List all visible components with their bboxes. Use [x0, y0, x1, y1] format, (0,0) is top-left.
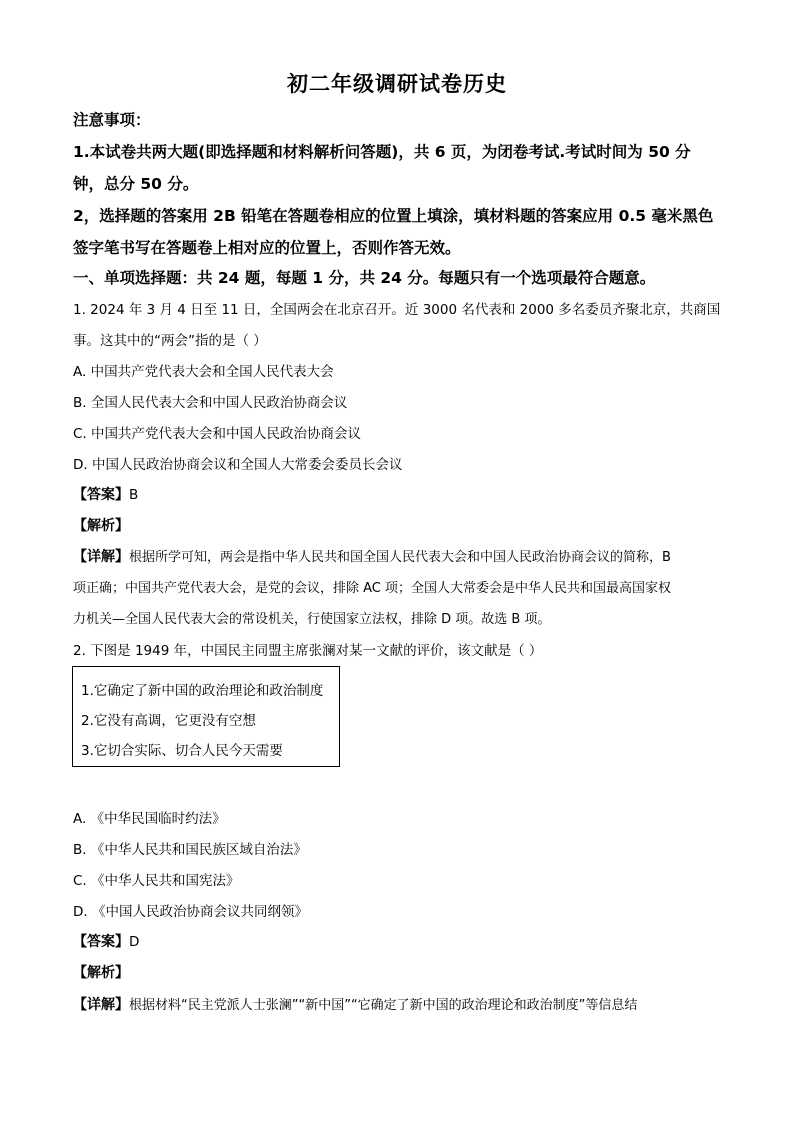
q1-stem-line-1: 1. 2024 年 3 月 4 日至 11 日，全国两会在北京召开。近 3000 名代表和 2000 多名委员齐聚北京，共商国	[73, 302, 721, 318]
q1-option-c: C. 中国共产党代表大会和中国人民政治协商会议	[73, 426, 362, 442]
q2-answer	[73, 931, 139, 951]
section-heading: 一、单项选择题：共 24 题，每题 1 分，共 24 分。每题只有一个选项最符合题意。	[73, 269, 656, 287]
q2-detail-label: 【详解】	[73, 997, 129, 1013]
q1-detail-text: 根据所学可知，两会是指中华人民共和国全国人民代表大会和中国人民政治协商会议的简称，B	[129, 550, 671, 565]
q1-answer	[73, 484, 138, 504]
notice-heading: 注意事项：	[73, 111, 151, 129]
q2-quote-line-1: 1.它确定了新中国的政治理论和政治制度	[81, 683, 324, 699]
q1-analysis-label: 【解析】	[73, 518, 129, 534]
q1-detail-line-2: 项正确；中国共产党代表大会，是党的会议，排除 AC 项；全国人大常委会是中华人民共和国最高国家权	[73, 581, 672, 596]
q2-detail-line-1	[73, 994, 637, 1014]
q1-detail-line-1	[73, 546, 671, 566]
q1-answer-label: 【答案】	[73, 487, 129, 503]
notice-item-2-line-1: 2，选择题的答案用 2B 铅笔在答题卷相应的位置上填涂，填材料题的答案应用 0.5 毫米黑色	[73, 207, 714, 225]
q2-option-b: B. 《中华人民共和国民族区域自治法》	[73, 842, 307, 858]
q2-quote-box	[72, 666, 340, 767]
q1-answer-value: B	[129, 487, 139, 503]
q2-answer-value: D	[129, 934, 140, 950]
q2-option-c: C. 《中华人民共和国宪法》	[73, 873, 240, 889]
q2-quote-line-2: 2.它没有高调，它更没有空想	[81, 713, 256, 729]
q1-detail-label: 【详解】	[73, 549, 129, 565]
page-title: 初二年级调研试卷历史	[287, 72, 507, 96]
q2-detail-text: 根据材料“民主党派人士张澜”“新中国”“它确定了新中国的政治理论和政治制度”等信息结	[129, 998, 638, 1013]
q1-detail-line-3: 力机关—全国人民代表大会的常设机关，行使国家立法权，排除 D 项。故选 B 项。	[73, 612, 551, 627]
q2-analysis-label: 【解析】	[73, 965, 129, 981]
q1-option-a: A. 中国共产党代表大会和全国人民代表大会	[73, 364, 334, 380]
q2-quote-line-3: 3.它切合实际、切合人民今天需要	[81, 743, 283, 759]
q2-option-a: A. 《中华民国临时约法》	[73, 811, 226, 827]
notice-item-2-line-2: 签字笔书写在答题卷上相对应的位置上，否则作答无效。	[73, 239, 461, 257]
q1-option-d: D. 中国人民政治协商会议和全国人大常委会委员长会议	[73, 457, 403, 473]
q2-option-d: D. 《中国人民政治协商会议共同纲领》	[73, 904, 308, 920]
q1-stem-line-2: 事。这其中的“两会”指的是（ ）	[73, 333, 267, 349]
notice-item-1-line-1: 1.本试卷共两大题(即选择题和材料解析问答题)，共 6 页，为闭卷考试.考试时间为 50 分	[73, 143, 691, 161]
q2-stem: 2. 下图是 1949 年，中国民主同盟主席张澜对某一文献的评价，该文献是（ ）	[73, 643, 543, 659]
notice-item-1-line-2: 钟，总分 50 分。	[73, 175, 199, 193]
q2-answer-label: 【答案】	[73, 934, 129, 950]
q1-option-b: B. 全国人民代表大会和中国人民政治协商会议	[73, 395, 348, 411]
